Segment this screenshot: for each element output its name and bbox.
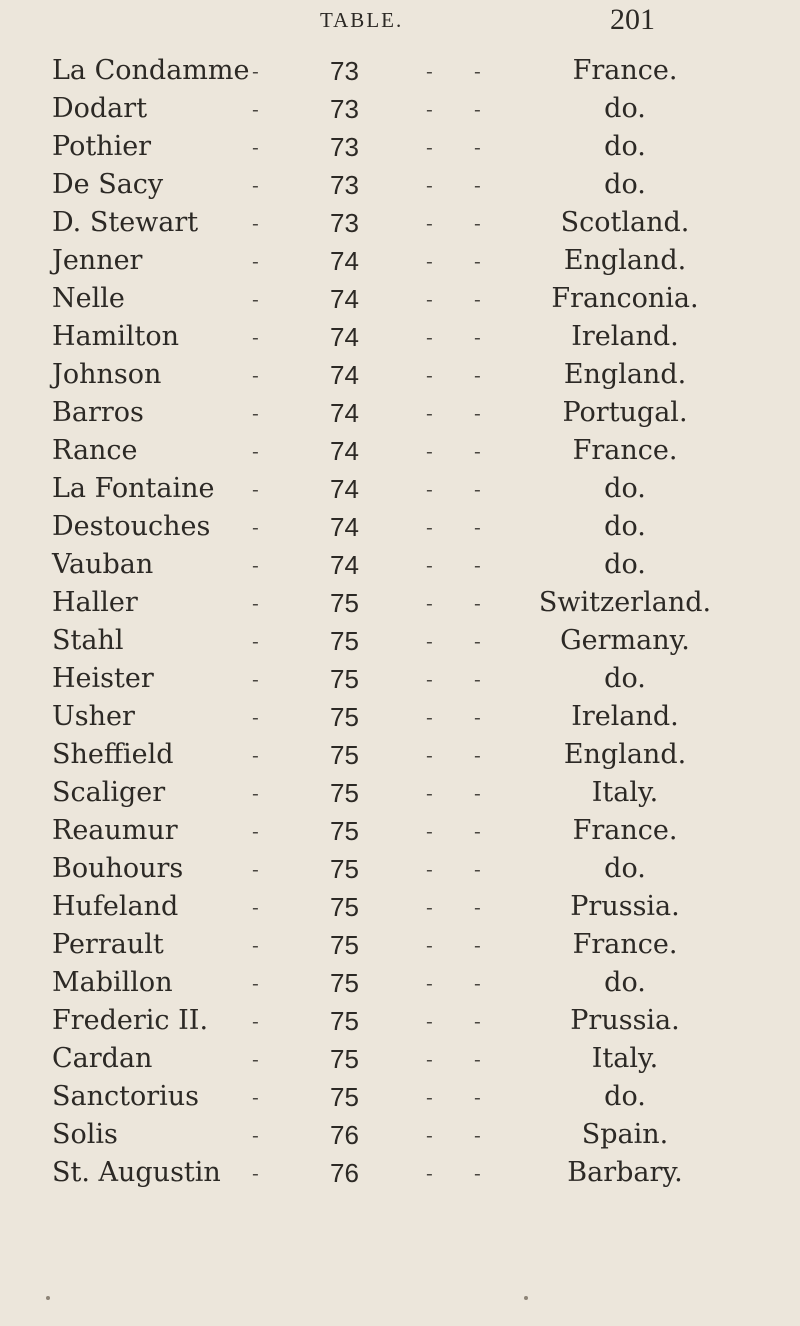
person-name: Destouches [52,511,211,542]
page-reference: 75 [330,1006,359,1036]
separator-dash: - [426,705,433,729]
separator-dash: - [252,819,259,843]
separator-dash: - [474,439,481,463]
separator-dash: - [252,1161,259,1185]
separator-dash: - [474,1009,481,1033]
separator-dash: - [252,515,259,539]
table-row [0,280,800,318]
separator-dash: - [252,249,259,273]
separator-dash: - [426,857,433,881]
country: do. [604,967,646,998]
country: Prussia. [570,1005,680,1036]
page-reference: 74 [330,436,359,466]
separator-dash: - [474,401,481,425]
country: France. [572,929,678,960]
person-name: Cardan [52,1043,153,1074]
person-name: Pothier [52,131,152,162]
table-row [0,888,800,926]
page-reference: 74 [330,474,359,504]
table-row [0,52,800,90]
separator-dash: - [252,1009,259,1033]
country: do. [604,1081,646,1112]
separator-dash: - [252,1085,259,1109]
separator-dash: - [252,59,259,83]
separator-dash: - [252,1123,259,1147]
separator-dash: - [426,287,433,311]
page-reference: 75 [330,1082,359,1112]
country: Scotland. [560,207,690,238]
separator-dash: - [474,1161,481,1185]
page-reference: 73 [330,56,359,86]
separator-dash: - [474,553,481,577]
separator-dash: - [426,363,433,387]
separator-dash: - [252,667,259,691]
separator-dash: - [426,781,433,805]
person-name: Haller [52,587,138,618]
country: Ireland. [571,321,679,352]
separator-dash: - [474,211,481,235]
separator-dash: - [474,59,481,83]
person-name: Usher [52,701,135,732]
separator-dash: - [426,1047,433,1071]
separator-dash: - [426,1123,433,1147]
page-reference: 75 [330,816,359,846]
separator-dash: - [474,1047,481,1071]
person-name: Nelle [52,283,125,314]
page-reference: 73 [330,170,359,200]
table-row [0,166,800,204]
separator-dash: - [426,553,433,577]
separator-dash: - [426,97,433,121]
separator-dash: - [474,1085,481,1109]
separator-dash: - [426,1085,433,1109]
table-row [0,1154,800,1192]
country: France. [572,55,678,86]
table-row [0,318,800,356]
table-row [0,964,800,1002]
person-name: Frederic II. [52,1005,209,1036]
separator-dash: - [474,173,481,197]
separator-dash: - [252,857,259,881]
separator-dash: - [252,933,259,957]
separator-dash: - [426,211,433,235]
separator-dash: - [426,971,433,995]
separator-dash: - [474,781,481,805]
table-row [0,926,800,964]
page-reference: 74 [330,512,359,542]
table-row [0,1078,800,1116]
separator-dash: - [252,477,259,501]
paper-speck [46,1296,50,1300]
person-name: La Fontaine [52,473,215,504]
page-reference: 75 [330,740,359,770]
country: England. [563,245,687,276]
separator-dash: - [426,325,433,349]
separator-dash: - [252,97,259,121]
separator-dash: - [426,667,433,691]
separator-dash: - [252,1047,259,1071]
person-name: Barros [52,397,144,428]
separator-dash: - [252,401,259,425]
page-reference: 74 [330,360,359,390]
separator-dash: - [426,249,433,273]
separator-dash: - [474,287,481,311]
page-reference: 73 [330,208,359,238]
person-name: Mabillon [52,967,173,998]
table-row [0,850,800,888]
country: Germany. [560,625,690,656]
person-name: Solis [52,1119,118,1150]
person-name: Perrault [52,929,164,960]
separator-dash: - [252,781,259,805]
country: Switzerland. [538,587,712,618]
page-reference: 74 [330,322,359,352]
separator-dash: - [426,401,433,425]
person-name: Vauban [52,549,154,580]
page-reference: 75 [330,1044,359,1074]
separator-dash: - [426,477,433,501]
separator-dash: - [474,515,481,539]
separator-dash: - [426,1009,433,1033]
page-reference: 75 [330,664,359,694]
table-row [0,660,800,698]
page-reference: 75 [330,930,359,960]
person-name: Sheffield [52,739,174,770]
separator-dash: - [426,1161,433,1185]
person-name: Heister [52,663,154,694]
separator-dash: - [426,515,433,539]
person-name: La Condamme [52,55,250,86]
person-name: Hufeland [52,891,179,922]
table-row [0,698,800,736]
table-row [0,356,800,394]
page-reference: 75 [330,854,359,884]
separator-dash: - [252,363,259,387]
country: do. [604,853,646,884]
table-row [0,1040,800,1078]
separator-dash: - [426,895,433,919]
person-name: St. Augustin [52,1157,221,1188]
separator-dash: - [474,857,481,881]
separator-dash: - [252,439,259,463]
country: Portugal. [562,397,688,428]
separator-dash: - [474,591,481,615]
separator-dash: - [252,743,259,767]
separator-dash: - [474,363,481,387]
country: Barbary. [567,1157,683,1188]
country: do. [604,169,646,200]
index-table [0,52,800,1192]
separator-dash: - [426,743,433,767]
table-row [0,204,800,242]
person-name: Scaliger [52,777,166,808]
table-row [0,736,800,774]
page-reference: 75 [330,626,359,656]
page-reference: 75 [330,588,359,618]
table-row [0,774,800,812]
country: Ireland. [571,701,679,732]
page-reference: 75 [330,778,359,808]
separator-dash: - [252,553,259,577]
page-reference: 75 [330,892,359,922]
table-row [0,1116,800,1154]
person-name: Dodart [52,93,148,124]
separator-dash: - [252,895,259,919]
page-reference: 74 [330,398,359,428]
separator-dash: - [474,97,481,121]
page-reference: 76 [330,1120,359,1150]
table-row [0,470,800,508]
table-row [0,622,800,660]
person-name: Hamilton [52,321,180,352]
page-reference: 74 [330,550,359,580]
person-name: Jenner [52,245,143,276]
table-row [0,128,800,166]
person-name: D. Stewart [52,207,199,238]
page-number: 201 [610,3,655,36]
person-name: Reaumur [52,815,178,846]
table-row [0,584,800,622]
separator-dash: - [426,629,433,653]
person-name: De Sacy [52,169,164,200]
country: France. [572,435,678,466]
separator-dash: - [252,287,259,311]
separator-dash: - [426,439,433,463]
page-reference: 76 [330,1158,359,1188]
separator-dash: - [426,591,433,615]
separator-dash: - [474,629,481,653]
country: do. [604,549,646,580]
table-row [0,1002,800,1040]
separator-dash: - [252,971,259,995]
person-name: Rance [52,435,138,466]
country: do. [604,511,646,542]
country: France. [572,815,678,846]
separator-dash: - [474,249,481,273]
person-name: Johnson [52,359,162,390]
table-row [0,90,800,128]
country: do. [604,663,646,694]
table-row [0,394,800,432]
country: England. [563,359,687,390]
person-name: Stahl [52,625,124,656]
table-row [0,812,800,850]
separator-dash: - [474,135,481,159]
country: do. [604,473,646,504]
country: Italy. [591,1043,659,1074]
person-name: Sanctorius [52,1081,199,1112]
separator-dash: - [252,135,259,159]
separator-dash: - [252,325,259,349]
person-name: Bouhours [52,853,184,884]
separator-dash: - [252,629,259,653]
separator-dash: - [252,705,259,729]
table-row [0,242,800,280]
separator-dash: - [474,819,481,843]
country: do. [604,93,646,124]
separator-dash: - [474,325,481,349]
country: England. [563,739,687,770]
separator-dash: - [474,971,481,995]
page-reference: 74 [330,284,359,314]
separator-dash: - [474,933,481,957]
separator-dash: - [426,173,433,197]
separator-dash: - [252,173,259,197]
separator-dash: - [474,743,481,767]
country: Prussia. [570,891,680,922]
separator-dash: - [474,705,481,729]
paper-speck [524,1296,528,1300]
page-reference: 73 [330,132,359,162]
page-reference: 75 [330,968,359,998]
separator-dash: - [252,211,259,235]
separator-dash: - [252,591,259,615]
country: Spain. [581,1119,669,1150]
table-row [0,432,800,470]
separator-dash: - [426,933,433,957]
separator-dash: - [474,667,481,691]
running-header-title: TABLE. [320,8,404,32]
country: Italy. [591,777,659,808]
separator-dash: - [426,819,433,843]
separator-dash: - [474,477,481,501]
country: Franconia. [551,283,699,314]
country: do. [604,131,646,162]
separator-dash: - [426,135,433,159]
page-reference: 75 [330,702,359,732]
table-row [0,546,800,584]
page-reference: 74 [330,246,359,276]
separator-dash: - [426,59,433,83]
separator-dash: - [474,1123,481,1147]
table-row [0,508,800,546]
separator-dash: - [474,895,481,919]
page-reference: 73 [330,94,359,124]
